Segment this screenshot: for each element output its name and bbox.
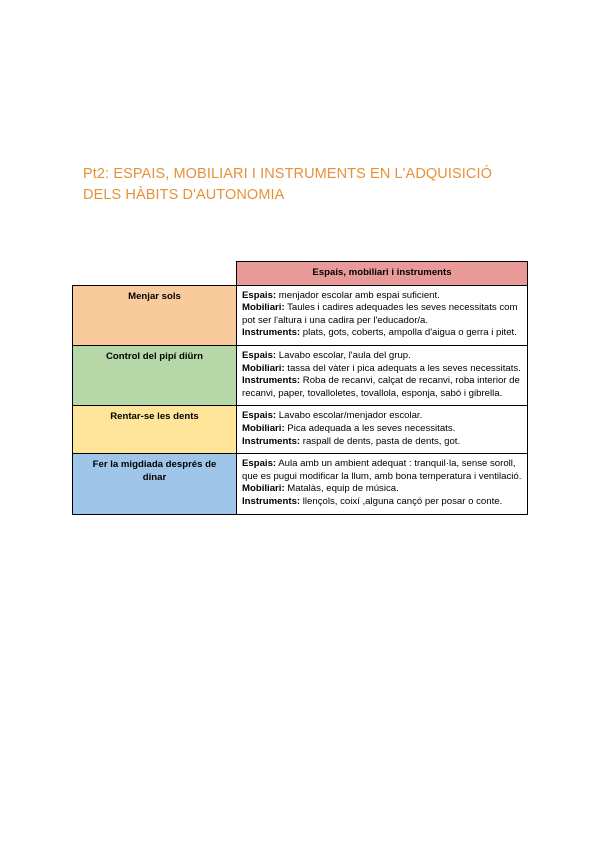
espais-label: Espais: bbox=[242, 458, 277, 470]
espais-line bbox=[242, 458, 522, 483]
espais-line bbox=[242, 350, 522, 363]
table-header-row bbox=[73, 262, 528, 286]
instruments-text: Roba de recanvi, calçat de recanvi, roba interior de recanvi, paper, tovalloletes, tovallola, esponja, sabó i gibrella. bbox=[242, 375, 520, 399]
espais-label: Espais: bbox=[242, 289, 277, 301]
mobiliari-label: Mobiliari: bbox=[242, 362, 285, 374]
instruments-line bbox=[242, 436, 522, 449]
table-row bbox=[73, 454, 528, 514]
mobiliari-text: tassa del vàter i pica adequats a les seves necessitats. bbox=[284, 362, 521, 374]
mobiliari-label: Mobiliari: bbox=[242, 422, 285, 434]
instruments-text: llençols, coixí ,alguna cançó per posar o conte. bbox=[300, 495, 503, 507]
mobiliari-text: Pica adequada a les seves necessitats. bbox=[284, 422, 456, 434]
mobiliari-text: Taules i cadires adequades les seves necessitats com pot ser l'altura i una cadira per l'educador/a. bbox=[242, 302, 518, 326]
instruments-text: raspall de dents, pasta de dents, got. bbox=[300, 435, 461, 447]
espais-label: Espais: bbox=[242, 349, 277, 361]
description-cell bbox=[237, 406, 528, 454]
description-cell bbox=[237, 285, 528, 345]
espais-text: Aula amb un ambient adequat : tranquil·la, sense soroll, que es pugui modificar la llum, amb bona temperatura i ventilació. bbox=[242, 458, 522, 482]
habit-cell: Fer la migdiada després de dinar bbox=[73, 454, 237, 514]
espais-text: Lavabo escolar/menjador escolar. bbox=[276, 410, 423, 422]
habits-table bbox=[72, 261, 528, 515]
espais-line bbox=[242, 290, 522, 303]
instruments-text: plats, gots, coberts, ampolla d'aigua o gerra i pitet. bbox=[300, 327, 517, 339]
instruments-line bbox=[242, 327, 522, 340]
mobiliari-line bbox=[242, 363, 522, 376]
column-header: Espais, mobiliari i instruments bbox=[237, 262, 528, 286]
mobiliari-text: Matalàs, equip de música. bbox=[284, 483, 399, 495]
table-row bbox=[73, 285, 528, 345]
description-cell bbox=[237, 454, 528, 514]
instruments-label: Instruments: bbox=[242, 495, 301, 507]
mobiliari-line bbox=[242, 302, 522, 327]
habit-cell: Control del pipí diürn bbox=[73, 345, 237, 405]
habit-cell: Menjar sols bbox=[73, 285, 237, 345]
empty-corner-cell bbox=[73, 262, 237, 286]
habit-cell: Rentar-se les dents bbox=[73, 406, 237, 454]
description-cell bbox=[237, 345, 528, 405]
espais-line bbox=[242, 410, 522, 423]
table-row bbox=[73, 406, 528, 454]
espais-label: Espais: bbox=[242, 410, 277, 422]
instruments-line bbox=[242, 496, 522, 509]
mobiliari-label: Mobiliari: bbox=[242, 483, 285, 495]
espais-text: Lavabo escolar, l'aula del grup. bbox=[276, 349, 411, 361]
table-row bbox=[73, 345, 528, 405]
instruments-label: Instruments: bbox=[242, 375, 301, 387]
page-title: Pt2: ESPAIS, MOBILIARI I INSTRUMENTS EN L'ADQUISICIÓ DELS HÀBITS D'AUTONOMIA bbox=[83, 166, 492, 203]
mobiliari-line bbox=[242, 483, 522, 496]
mobiliari-label: Mobiliari: bbox=[242, 302, 285, 314]
instruments-label: Instruments: bbox=[242, 327, 301, 339]
instruments-line bbox=[242, 375, 522, 400]
mobiliari-line bbox=[242, 423, 522, 436]
espais-text: menjador escolar amb espai suficient. bbox=[276, 289, 440, 301]
instruments-label: Instruments: bbox=[242, 435, 301, 447]
